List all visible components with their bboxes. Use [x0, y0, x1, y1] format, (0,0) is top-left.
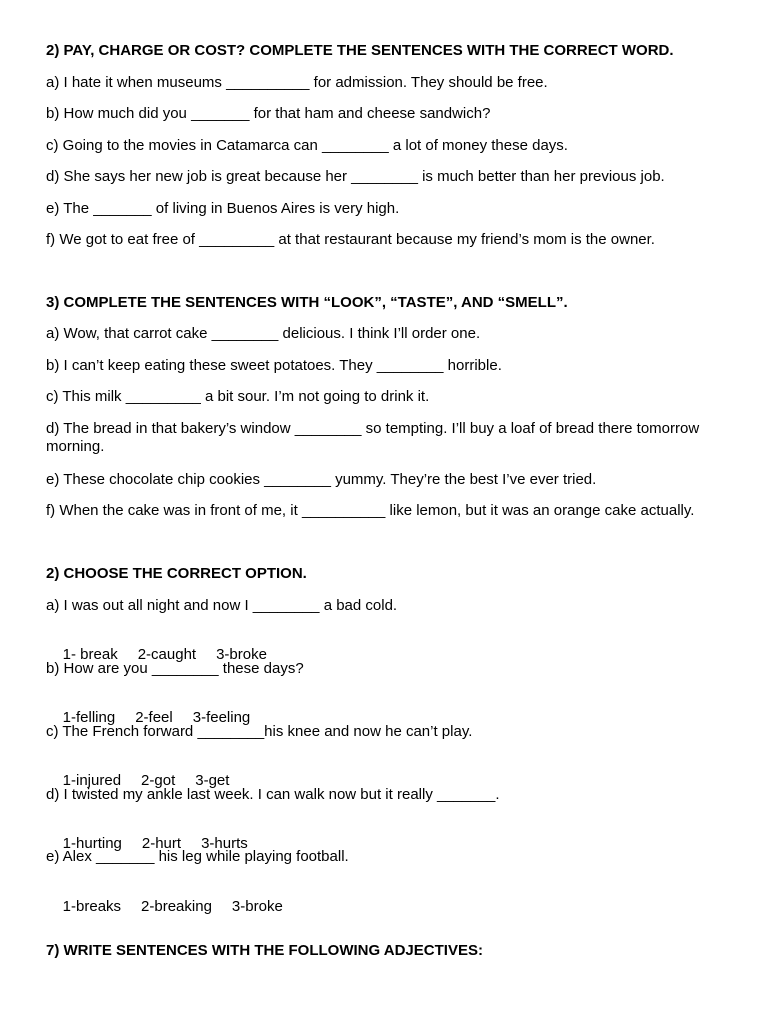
exercise-item: b) I can’t keep eating these sweet potatoes. They ________ horrible. [46, 357, 502, 374]
question-text: e) Alex _______ his leg while playing football. [46, 848, 349, 865]
exercise-item: a) I hate it when museums __________ for admission. They should be free. [46, 74, 548, 91]
option: 1-injured [62, 772, 122, 789]
question-text: b) How are you ________ these days? [46, 660, 304, 677]
option: 2-caught [137, 646, 197, 663]
exercise-item: f) When the cake was in front of me, it __________ like lemon, but it was an orange cake actually. [46, 502, 695, 519]
option: 3-feeling [192, 709, 251, 726]
option: 1-hurting [62, 835, 122, 852]
section-heading-pay-charge-cost: 2) PAY, CHARGE OR COST? COMPLETE THE SENTENCES WITH THE CORRECT WORD. [46, 42, 674, 59]
option: 1-breaks [62, 898, 122, 915]
option-row [46, 880, 736, 934]
exercise-item: c) This milk _________ a bit sour. I’m not going to drink it. [46, 388, 430, 405]
option: 3-get [195, 772, 230, 789]
section-heading-look-taste-smell: 3) COMPLETE THE SENTENCES WITH “LOOK”, “TASTE”, AND “SMELL”. [46, 294, 568, 311]
question-text: d) I twisted my ankle last week. I can walk now but it really _______. [46, 786, 500, 803]
exercise-item: e) These chocolate chip cookies ________ yummy. They’re the best I’ve ever tried. [46, 471, 597, 488]
option: 2-breaking [141, 898, 212, 915]
option: 3-broke [216, 646, 267, 663]
option: 1- break [62, 646, 118, 663]
exercise-item: f) We got to eat free of _________ at that restaurant because my friend’s mom is the owner. [46, 231, 655, 248]
option: 3-hurts [201, 835, 248, 852]
option: 2-got [141, 772, 176, 789]
section-heading-write-sentences: 7) WRITE SENTENCES WITH THE FOLLOWING ADJECTIVES: [46, 942, 483, 959]
option: 2-feel [135, 709, 173, 726]
exercise-item: a) Wow, that carrot cake ________ delicious. I think I’ll order one. [46, 325, 481, 342]
option: 1-felling [62, 709, 116, 726]
question-text: c) The French forward ________his knee and now he can’t play. [46, 723, 473, 740]
option: 3-broke [231, 898, 283, 915]
exercise-item: d) She says her new job is great because her ________ is much better than her previous job. [46, 168, 665, 185]
exercise-item: e) The _______ of living in Buenos Aires is very high. [46, 200, 400, 217]
question-text: a) I was out all night and now I ________ a bad cold. [46, 597, 398, 614]
option: 2-hurt [141, 835, 182, 852]
exercise-item: c) Going to the movies in Catamarca can ________ a lot of money these days. [46, 137, 568, 154]
section-heading-choose-option: 2) CHOOSE THE CORRECT OPTION. [46, 565, 307, 582]
exercise-item: d) The bread in that bakery’s window ________ so tempting. I’ll buy a loaf of bread there tomorrow morning. [46, 420, 704, 455]
exercise-item: b) How much did you _______ for that ham and cheese sandwich? [46, 105, 491, 122]
